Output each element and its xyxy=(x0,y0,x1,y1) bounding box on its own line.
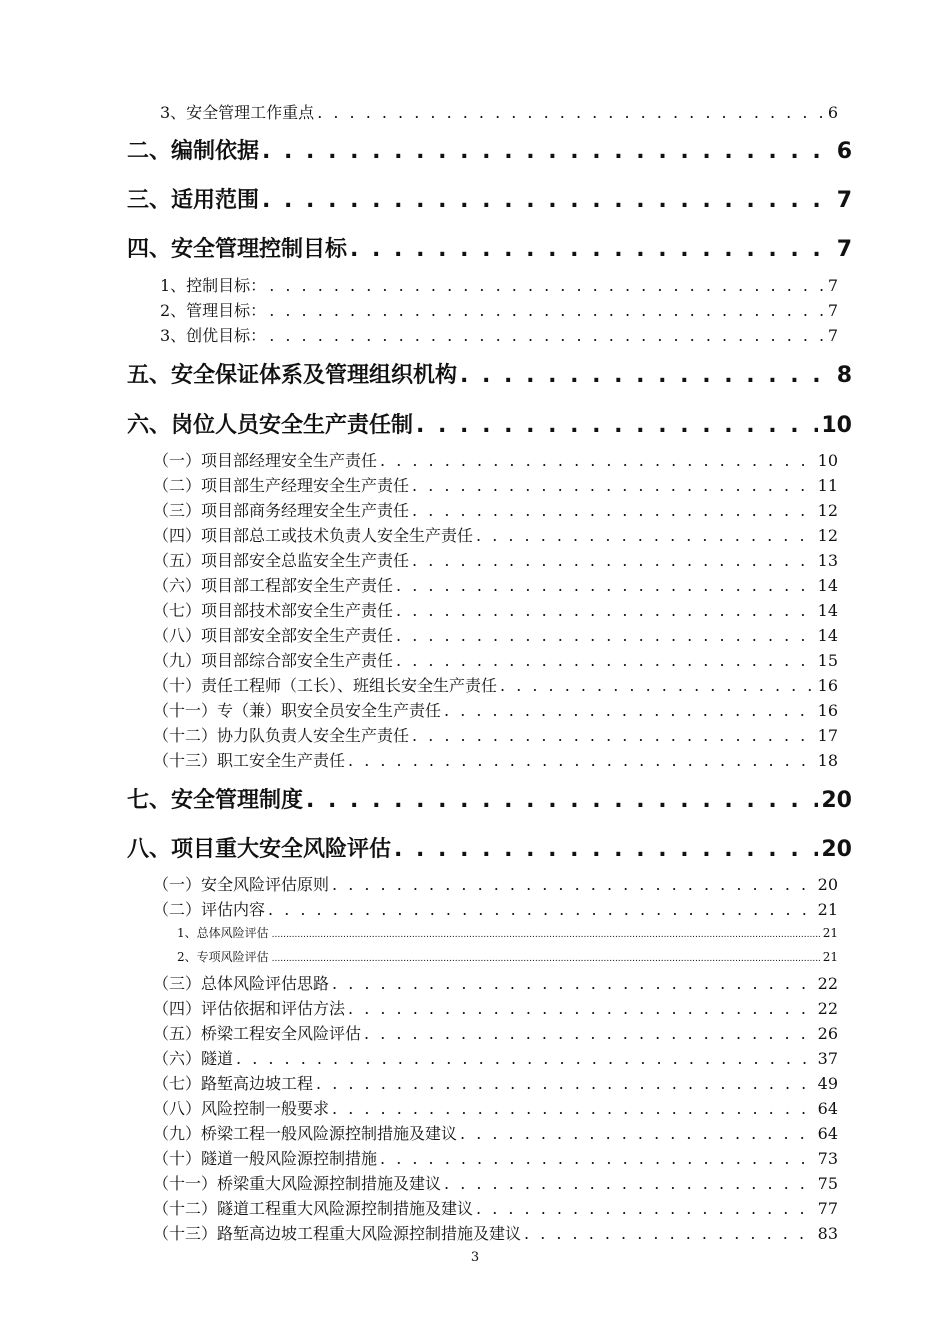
toc-entry-page: 73 xyxy=(817,1149,838,1168)
toc-entry[interactable] xyxy=(153,1071,838,1095)
toc-heading[interactable] xyxy=(127,832,852,864)
toc-entry-page: 15 xyxy=(817,651,838,670)
toc-heading-page: 6 xyxy=(836,139,852,164)
dot-leader xyxy=(476,526,815,545)
toc-heading-title: 五、安全保证体系及管理组织机构 xyxy=(127,363,458,388)
toc-entry-page: 14 xyxy=(817,601,838,620)
toc-entry-page: 64 xyxy=(817,1099,838,1118)
toc-entry-title: （十）责任工程师（工长）、班组长安全生产责任 xyxy=(153,676,498,695)
page-number: 3 xyxy=(470,1250,480,1265)
toc-entry[interactable] xyxy=(153,548,838,572)
toc-entry[interactable] xyxy=(153,598,838,622)
toc-heading-title: 六、岗位人员安全生产责任制 xyxy=(127,413,414,438)
toc-entry-page: 75 xyxy=(817,1174,838,1193)
toc-entry[interactable] xyxy=(160,100,838,124)
toc-entry-page: 12 xyxy=(817,501,838,520)
toc-heading[interactable] xyxy=(127,783,852,815)
toc-entry-title: （五）项目部安全总监安全生产责任 xyxy=(153,551,410,570)
dot-leader xyxy=(272,926,820,940)
toc-entry-title: （十一）专（兼）职安全员安全生产责任 xyxy=(153,701,442,720)
toc-subentry[interactable] xyxy=(177,948,838,966)
dot-leader xyxy=(236,1049,815,1068)
dot-leader xyxy=(317,103,825,122)
toc-entry[interactable] xyxy=(153,623,838,647)
toc-heading-title: 七、安全管理制度 xyxy=(127,788,304,813)
toc-entry[interactable] xyxy=(153,1046,838,1070)
dot-leader xyxy=(412,551,815,570)
toc-heading[interactable] xyxy=(127,358,852,390)
toc-entry-title: （九）桥梁工程一般风险源控制措施及建议 xyxy=(153,1124,458,1143)
toc-entry-title: （一）安全风险评估原则 xyxy=(153,875,330,894)
dot-leader xyxy=(500,676,815,695)
dot-leader xyxy=(332,974,815,993)
toc-entry-page: 6 xyxy=(827,103,838,122)
dot-leader xyxy=(460,1124,815,1143)
toc-entry-title: 3、安全管理工作重点 xyxy=(160,103,315,122)
toc-entry[interactable] xyxy=(153,673,838,697)
toc-entry[interactable] xyxy=(153,897,838,921)
dot-leader xyxy=(524,1224,815,1243)
dot-leader xyxy=(416,413,818,438)
toc-entry[interactable] xyxy=(153,872,838,896)
toc-heading-page: 8 xyxy=(836,363,852,388)
toc-entry-title: （四）评估依据和评估方法 xyxy=(153,999,346,1018)
toc-entry-page: 49 xyxy=(817,1074,838,1093)
toc-entry-title: （十）隧道一般风险源控制措施 xyxy=(153,1149,378,1168)
toc-entry-title: （二）评估内容 xyxy=(153,900,266,919)
dot-leader xyxy=(262,188,834,213)
toc-entry-title: （三）总体风险评估思路 xyxy=(153,974,330,993)
toc-entry-title: 1、控制目标： xyxy=(160,276,267,295)
toc-heading[interactable] xyxy=(127,134,852,166)
toc-subentry-title: 1、总体风险评估 xyxy=(177,926,269,940)
dot-leader xyxy=(348,751,815,770)
toc-entry-page: 37 xyxy=(817,1049,838,1068)
toc-entry-page: 16 xyxy=(817,676,838,695)
toc-entry[interactable] xyxy=(153,1196,838,1220)
toc-entry[interactable] xyxy=(153,723,838,747)
toc-entry-title: （八）项目部安全部安全生产责任 xyxy=(153,626,394,645)
toc-entry[interactable] xyxy=(153,748,838,772)
toc-entry[interactable] xyxy=(153,1171,838,1195)
toc-entry-title: 2、管理目标： xyxy=(160,301,267,320)
dot-leader xyxy=(412,476,815,495)
toc-heading[interactable] xyxy=(127,183,852,215)
toc-entry-title: （十三）路堑高边坡工程重大风险源控制措施及建议 xyxy=(153,1224,522,1243)
toc-entry-page: 12 xyxy=(817,526,838,545)
toc-entry[interactable] xyxy=(153,648,838,672)
toc-entry[interactable] xyxy=(153,1096,838,1120)
dot-leader xyxy=(348,999,815,1018)
dot-leader xyxy=(272,950,820,964)
toc-entry-title: （六）项目部工程部安全生产责任 xyxy=(153,576,394,595)
toc-entry[interactable] xyxy=(153,971,838,995)
toc-entry-title: （七）项目部技术部安全生产责任 xyxy=(153,601,394,620)
toc-entry-title: 3、创优目标： xyxy=(160,326,267,345)
toc-entry-page: 14 xyxy=(817,576,838,595)
toc-entry-title: （六）隧道 xyxy=(153,1049,234,1068)
dot-leader xyxy=(380,1149,815,1168)
toc-heading-title: 八、项目重大安全风险评估 xyxy=(127,837,392,862)
toc-subentry-page: 21 xyxy=(822,950,838,964)
toc-entry[interactable] xyxy=(160,273,838,297)
toc-entry-page: 17 xyxy=(817,726,838,745)
toc-heading-title: 二、编制依据 xyxy=(127,139,260,164)
toc-entry-page: 10 xyxy=(817,451,838,470)
toc-entry-page: 11 xyxy=(817,476,838,495)
toc-entry-title: （四）项目部总工或技术负责人安全生产责任 xyxy=(153,526,474,545)
toc-entry[interactable] xyxy=(153,698,838,722)
dot-leader xyxy=(412,726,815,745)
toc-heading-page: 7 xyxy=(836,237,852,262)
toc-entry-title: （三）项目部商务经理安全生产责任 xyxy=(153,501,410,520)
toc-entry-page: 83 xyxy=(817,1224,838,1243)
toc-entry-title: （二）项目部生产经理安全生产责任 xyxy=(153,476,410,495)
toc-entry-page: 77 xyxy=(817,1199,838,1218)
toc-heading-page: 7 xyxy=(836,188,852,213)
toc-heading-page: 20 xyxy=(821,788,852,813)
toc-entry-title: （十一）桥梁重大风险源控制措施及建议 xyxy=(153,1174,442,1193)
toc-entry-page: 7 xyxy=(827,301,838,320)
dot-leader xyxy=(394,837,818,862)
toc-entry-title: （十二）隧道工程重大风险源控制措施及建议 xyxy=(153,1199,474,1218)
toc-entry-page: 13 xyxy=(817,551,838,570)
toc-entry-title: （十二）协力队负责人安全生产责任 xyxy=(153,726,410,745)
toc-entry-title: （九）项目部综合部安全生产责任 xyxy=(153,651,394,670)
dot-leader xyxy=(460,363,834,388)
toc-entry-title: （一）项目部经理安全生产责任 xyxy=(153,451,378,470)
toc-entry-title: （八）风险控制一般要求 xyxy=(153,1099,330,1118)
dot-leader xyxy=(396,651,815,670)
toc-entry-page: 7 xyxy=(827,276,838,295)
toc-entry-page: 22 xyxy=(817,974,838,993)
dot-leader xyxy=(268,900,815,919)
dot-leader xyxy=(306,788,818,813)
dot-leader xyxy=(332,1099,815,1118)
toc-entry-title: （五）桥梁工程安全风险评估 xyxy=(153,1024,362,1043)
toc-entry[interactable] xyxy=(153,1146,838,1170)
toc-entry[interactable] xyxy=(153,448,838,472)
dot-leader xyxy=(350,237,834,262)
toc-entry-page: 7 xyxy=(827,326,838,345)
toc-entry[interactable] xyxy=(153,573,838,597)
dot-leader xyxy=(332,875,815,894)
toc-entry[interactable] xyxy=(160,323,838,347)
toc-entry-page: 20 xyxy=(817,875,838,894)
dot-leader xyxy=(396,601,815,620)
toc-entry[interactable] xyxy=(153,1121,838,1145)
toc-entry-page: 16 xyxy=(817,701,838,720)
toc-entry[interactable] xyxy=(153,1221,838,1245)
toc-entry-page: 22 xyxy=(817,999,838,1018)
toc-entry-page: 64 xyxy=(817,1124,838,1143)
dot-leader xyxy=(396,626,815,645)
toc-entry-page: 14 xyxy=(817,626,838,645)
dot-leader xyxy=(444,1174,815,1193)
toc-entry[interactable] xyxy=(153,1021,838,1045)
dot-leader xyxy=(412,501,815,520)
toc-subentry-page: 21 xyxy=(822,926,838,940)
toc-heading-title: 四、安全管理控制目标 xyxy=(127,237,348,262)
toc-entry[interactable] xyxy=(153,523,838,547)
toc-heading-title: 三、适用范围 xyxy=(127,188,260,213)
dot-leader xyxy=(316,1074,815,1093)
toc-heading-page: 10 xyxy=(821,413,852,438)
toc-entry[interactable] xyxy=(153,996,838,1020)
toc-entry[interactable] xyxy=(153,498,838,522)
toc-entry-page: 18 xyxy=(817,751,838,770)
dot-leader xyxy=(269,276,825,295)
toc-entry-page: 26 xyxy=(817,1024,838,1043)
toc-entry-title: （七）路堑高边坡工程 xyxy=(153,1074,314,1093)
dot-leader xyxy=(380,451,815,470)
toc-heading[interactable] xyxy=(127,232,852,264)
toc-entry[interactable] xyxy=(160,298,838,322)
dot-leader xyxy=(269,326,825,345)
toc-subentry[interactable] xyxy=(177,924,838,942)
dot-leader xyxy=(364,1024,815,1043)
toc-entry[interactable] xyxy=(153,473,838,497)
toc-entry-title: （十三）职工安全生产责任 xyxy=(153,751,346,770)
toc-subentry-title: 2、专项风险评估 xyxy=(177,950,269,964)
dot-leader xyxy=(269,301,825,320)
dot-leader xyxy=(396,576,815,595)
dot-leader xyxy=(262,139,834,164)
toc-heading-page: 20 xyxy=(821,837,852,862)
dot-leader xyxy=(444,701,815,720)
dot-leader xyxy=(476,1199,815,1218)
toc-entry-page: 21 xyxy=(817,900,838,919)
toc-heading[interactable] xyxy=(127,408,852,440)
